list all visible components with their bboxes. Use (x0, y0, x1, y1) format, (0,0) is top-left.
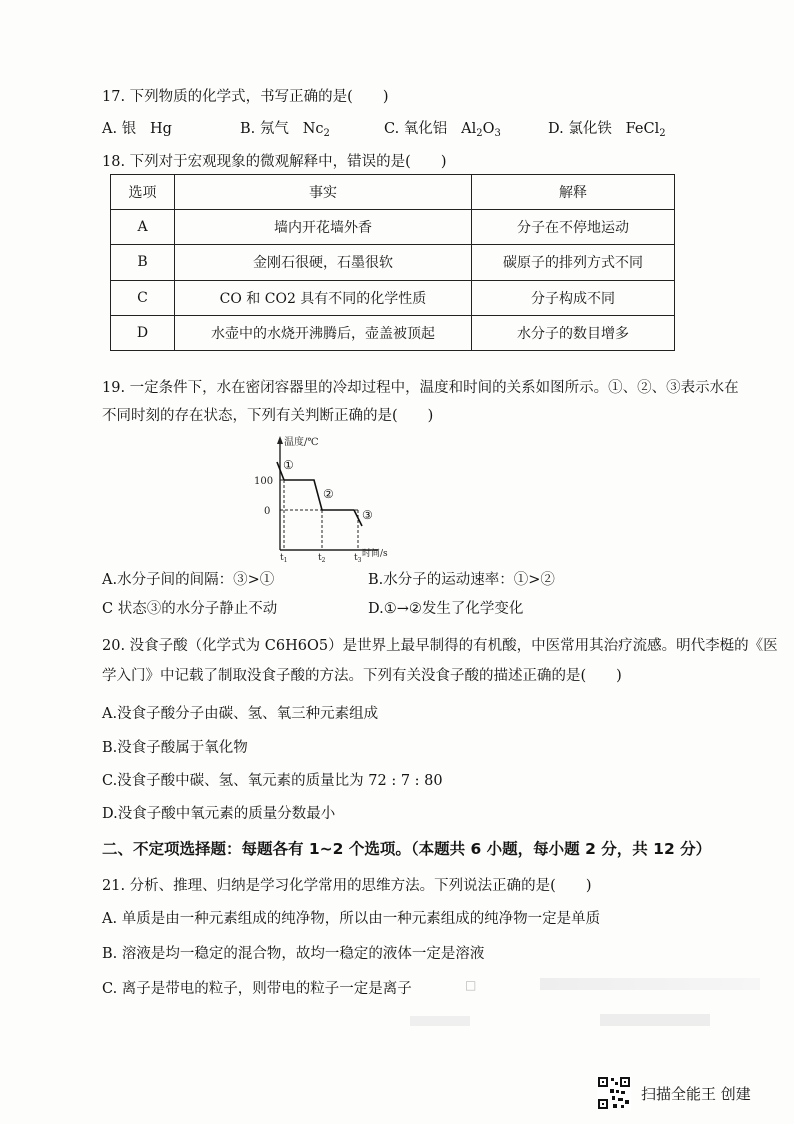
section-2-title: 二、不定项选择题：每题各有 1~2 个选项。（本题共 6 小题，每小题 2 分，共 12 分） (102, 840, 712, 858)
q19-stem-line2 (102, 404, 433, 425)
q17-option-c-label: C. 氧化铝 (384, 121, 448, 137)
point-label-1: ① (283, 458, 294, 472)
q17-option-a-formula: Hg (150, 121, 172, 137)
q17-option-b-label: B. 氖气 (240, 121, 289, 137)
y-tick-label: 100 (254, 476, 274, 487)
scan-artifact (410, 1016, 470, 1026)
q17-option-b-formula: Nc (302, 121, 324, 137)
qr-code-icon (597, 1076, 631, 1110)
point-label-3: ③ (362, 508, 373, 522)
q17-option-d-formula: FeCl (625, 121, 660, 137)
q19-option-a: A.水分子间的间隔：③>① (102, 572, 275, 588)
table-header-option: 选项 (111, 175, 175, 210)
q21-stem-end: ) (585, 878, 592, 894)
scan-artifact: □ (465, 978, 477, 992)
x-axis-label: 时间/s (362, 549, 388, 559)
table-cell: 墙内开花墙外香 (175, 210, 472, 245)
q21-option-c: C. 离子是带电的粒子，则带电的粒子一定是离子 (102, 981, 412, 997)
scanner-watermark-text: 扫描全能王 创建 (641, 1085, 751, 1103)
table-cell: 分子构成不同 (472, 280, 675, 315)
table-cell: 水壶中的水烧开沸腾后，壶盖被顶起 (175, 315, 472, 350)
table-cell: B (111, 245, 175, 280)
table-row (111, 210, 675, 245)
q17-option-c: C. 氧化铝 $Al_2O_3$ (384, 121, 501, 139)
q20-stem-end: ) (616, 668, 622, 684)
table-cell: 金刚石很硬，石墨很软 (175, 245, 472, 280)
q17-option-b: B. 氖气 $Nc_2$ (240, 121, 330, 139)
table-cell: 分子在不停地运动 (472, 210, 675, 245)
table-header-explanation: 解释 (472, 175, 675, 210)
q17-stem-text: 17. 下列物质的化学式，书写正确的是( (102, 89, 353, 105)
table-row (111, 315, 675, 350)
q17-stem (102, 85, 389, 106)
y-axis-arrow (277, 436, 283, 444)
y-tick-label: 0 (264, 506, 271, 517)
q19-stem-end: ) (427, 408, 434, 424)
q19-stem-line1: 19. 一定条件下，水在密闭容器里的冷却过程中，温度和时间的关系如图所示。①、②、③表示水在 (102, 380, 739, 396)
q20-stem-line1: 20. 没食子酸（化学式为 C6H6O5）是世界上最早制得的有机酸，中医常用其治疗流感。明代李梃的《医 (102, 638, 778, 654)
table-cell: 碳原子的排列方式不同 (472, 245, 675, 280)
q20-stem-line2 (102, 664, 622, 685)
q21-option-a: A. 单质是由一种元素组成的纯净物，所以由一种元素组成的纯净物一定是单质 (102, 911, 601, 927)
q20-option-b: B.没食子酸属于氧化物 (102, 740, 248, 756)
q19-option-b: B.水分子的运动速率：①>② (368, 572, 555, 588)
table-cell: D (111, 315, 175, 350)
table-row (111, 245, 675, 280)
q20-option-c: C.没食子酸中碳、氢、氧元素的质量比为 72 : 7 : 80 (102, 773, 443, 789)
q17-option-a (102, 117, 172, 138)
q19-option-c: C 状态③的水分子静止不动 (102, 601, 278, 617)
table-cell: 水分子的数目增多 (472, 315, 675, 350)
q21-stem (102, 874, 592, 895)
scan-artifact (540, 978, 760, 990)
x-tick-label: $t_2$ (318, 553, 326, 564)
x-tick-label: $t_3$ (354, 553, 362, 564)
q20-option-d: D.没食子酸中氧元素的质量分数最小 (102, 806, 336, 822)
table-header-row (111, 175, 675, 210)
q18-stem-end: ) (440, 154, 447, 170)
q19-temperature-chart (250, 432, 400, 564)
q18-table (110, 174, 675, 351)
q17-option-a-label: A. 银 (102, 121, 137, 137)
table-cell: A (111, 210, 175, 245)
x-tick-label: $t_1$ (280, 553, 288, 564)
q21-option-b: B. 溶液是均一稳定的混合物，故均一稳定的液体一定是溶液 (102, 946, 485, 962)
q18-stem-text: 18. 下列对于宏观现象的微观解释中，错误的是( (102, 154, 411, 170)
q17-stem-end: ) (382, 89, 389, 105)
table-cell: CO 和 CO2 具有不同的化学性质 (175, 280, 472, 315)
table-row (111, 280, 675, 315)
table-header-fact: 事实 (175, 175, 472, 210)
q19-option-d: D.①→②发生了化学变化 (368, 601, 524, 617)
q20-option-a: A.没食子酸分子由碳、氢、氧三种元素组成 (102, 706, 379, 722)
q20-stem-line2-text: 学入门》中记载了制取没食子酸的方法。下列有关没食子酸的描述正确的是( (102, 668, 587, 684)
y-axis-label: 温度/℃ (284, 437, 319, 448)
q17-option-d-label: D. 氯化铁 (548, 121, 612, 137)
q21-stem-text: 21. 分析、推理、归纳是学习化学常用的思维方法。下列说法正确的是( (102, 878, 556, 894)
q19-stem-line2-text: 不同时刻的存在状态，下列有关判断正确的是( (102, 408, 398, 424)
q17-option-d: D. 氯化铁 FeCl$_2$ (548, 121, 666, 139)
point-label-2: ② (323, 487, 334, 501)
table-cell: C (111, 280, 175, 315)
q17-option-c-formula: Al (461, 121, 477, 137)
scan-artifact (600, 1014, 710, 1026)
q18-stem (102, 150, 447, 171)
